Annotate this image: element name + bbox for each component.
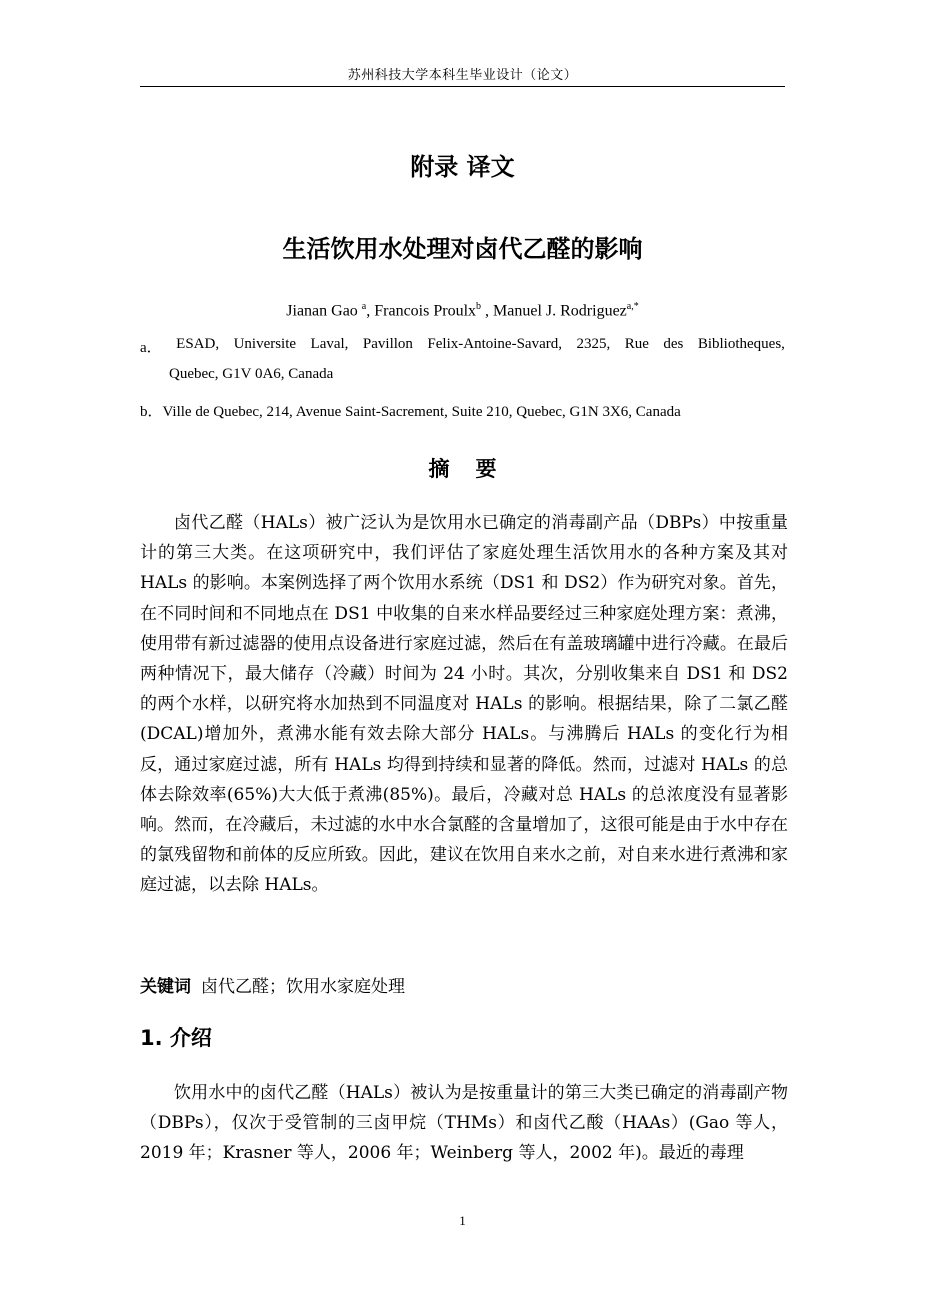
keywords-label: 关键词 bbox=[140, 977, 191, 997]
header-rule bbox=[140, 86, 785, 87]
appendix-title: 附录 译文 bbox=[410, 153, 515, 181]
author-name: Jianan Gao bbox=[286, 302, 358, 320]
author-affiliation-mark: b bbox=[476, 301, 482, 312]
affiliation-word: 2325, bbox=[576, 336, 611, 352]
keywords-line bbox=[140, 972, 405, 997]
affiliation-label: a． bbox=[140, 340, 162, 356]
author-affiliation-mark: a bbox=[361, 301, 367, 312]
affiliation-a-line2: Quebec, G1V 0A6, Canada bbox=[169, 366, 334, 382]
affiliation-word: ESAD, bbox=[176, 336, 220, 352]
affiliation-word: Bibliotheques, bbox=[697, 336, 785, 352]
affiliation-word: Pavillon bbox=[362, 336, 413, 352]
page-header: 苏州科技大学本科生毕业设计（论文） bbox=[347, 68, 578, 83]
affiliation-word: Universite bbox=[233, 336, 297, 352]
affiliation-word: des bbox=[663, 336, 684, 352]
section-heading: 1. 介绍 bbox=[140, 1026, 212, 1050]
abstract-heading: 摘要 bbox=[428, 457, 523, 481]
abstract-body: 卤代乙醛（HALs）被广泛认为是饮用水已确定的消毒副产品（DBPs）中按重量计的第三大类。在这项研究中，我们评估了家庭处理生活饮用水的各种方案及其对 HALs 的影响。本案例选择了两个饮用水系统（DS1 和 DS2）作为研究对象。首先，在不同时间和不同地点在 DS1 中收集的自来水样品要经过三种家庭处理方案：煮沸，使用带有新过滤器的使用点设备进行家庭过滤，然后在有盖玻璃罐中进行冷藏。在最后两种情况下，最大储存（冷藏）时间为 24 小时。其次，分别收集来自 DS1 和 DS2 的两个水样，以研究将水加热到不同温度对 HALs 的影响。根据结果，除了二氯乙醛(DCAL)增加外，煮沸水能有效去除大部分 HALs。与沸腾后 HALs 的变化行为相反，通过家庭过滤，所有 HALs 均得到持续和显著的降低。然而，过滤对 HALs 的总体去除效率(65%)大大低于煮沸(85%)。最后，冷藏对总 HALs 的总浓度没有显著影响。然而，在冷藏后，未过滤的水中水合氯醛的含量增加了，这很可能是由于水中存在的氯残留物和前体的反应所致。因此，建议在饮用自来水之前，对自来水进行煮沸和家庭过滤，以去除 HALs。 bbox=[140, 513, 788, 896]
keywords-text: 卤代乙醛；饮用水家庭处理 bbox=[201, 977, 405, 997]
affiliation-word: Laval, bbox=[310, 336, 349, 352]
affiliation-word: Felix-Antoine-Savard, bbox=[427, 336, 562, 352]
section-body: 饮用水中的卤代乙醛（HALs）被认为是按重量计的第三大类已确定的消毒副产物（DBPs），仅次于受管制的三卤甲烷（THMs）和卤代乙酸（HAAs）(Gao 等人，2019 年；Krasner 等人，2006 年；Weinberg 等人，2002 年)。最近的毒理 bbox=[140, 1083, 788, 1164]
author-name: , Manuel J. Rodriguez bbox=[481, 302, 627, 320]
affiliation-a-line1 bbox=[140, 336, 785, 357]
author-name: , Francois Proulx bbox=[366, 302, 477, 320]
affiliation-word: Rue bbox=[624, 336, 649, 352]
page-number: 1 bbox=[459, 1213, 466, 1228]
author-line bbox=[140, 301, 785, 320]
affiliation-b: b．Ville de Quebec, 214, Avenue Saint-Sacrement, Suite 210, Quebec, G1N 3X6, Canada bbox=[140, 404, 681, 420]
affiliation-a bbox=[140, 336, 785, 383]
paper-title: 生活饮用水处理对卤代乙醛的影响 bbox=[282, 235, 643, 263]
author-affiliation-mark: a,* bbox=[626, 301, 639, 312]
